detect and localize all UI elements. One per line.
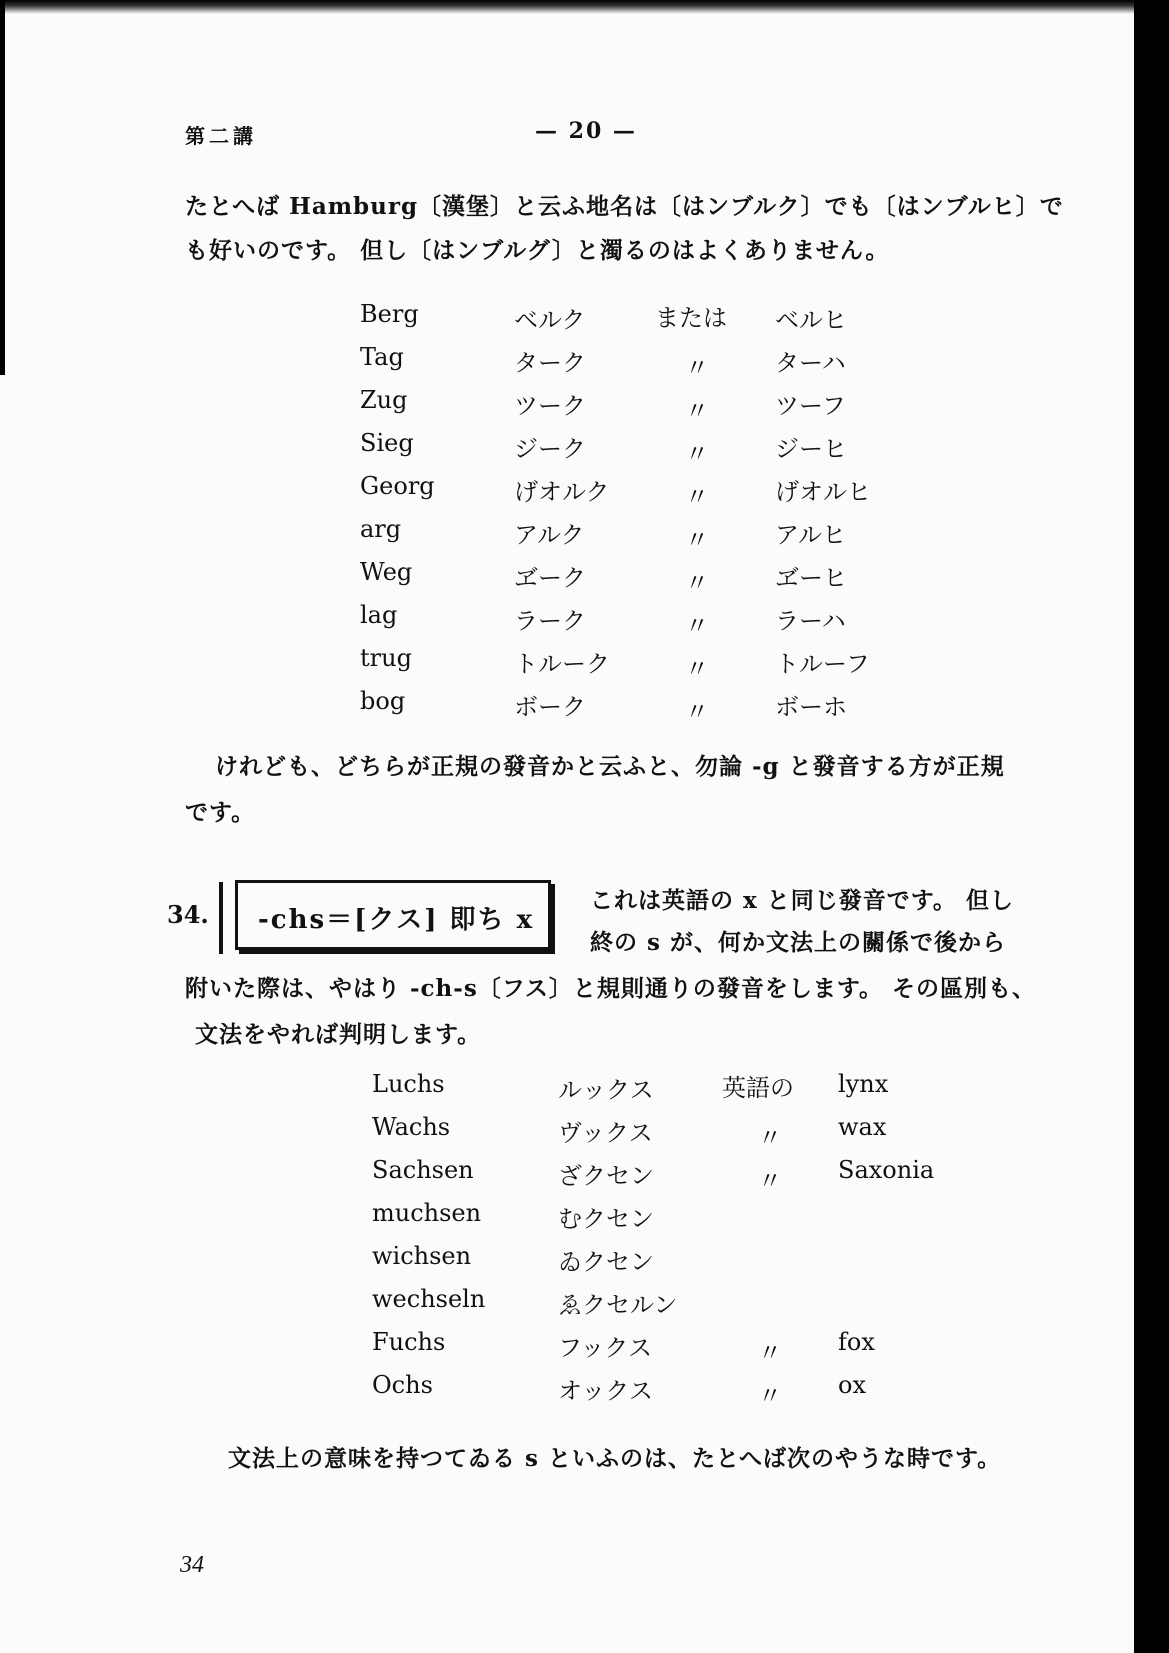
kana-reading: ゐクセン <box>558 1248 654 1276</box>
german-word: Luchs <box>372 1070 445 1098</box>
ditto-mark: 〃 <box>685 612 709 640</box>
kana-reading: むクセン <box>558 1205 654 1233</box>
kana-reading: ベルク <box>514 306 586 334</box>
kana-reading: ラーク <box>514 607 586 635</box>
section-number: 34. <box>167 900 209 929</box>
alt-reading: ヹーヒ <box>775 564 847 592</box>
alt-reading: ターハ <box>775 349 846 377</box>
ditto-mark: 〃 <box>758 1382 782 1410</box>
english-word: ox <box>838 1371 866 1399</box>
section-bracket <box>219 882 223 954</box>
ditto-mark: 〃 <box>758 1339 782 1367</box>
ditto-mark: 〃 <box>685 483 709 511</box>
english-word: fox <box>838 1328 875 1356</box>
para2-line-1: けれども、どちらが正規の發音かと云ふと、勿論 -g と發音する方が正規 <box>215 753 1005 780</box>
scan-edge-right <box>1134 0 1169 1653</box>
german-word: bog <box>360 687 406 715</box>
german-word: Wachs <box>372 1113 451 1141</box>
alt-reading: げオルヒ <box>775 478 871 506</box>
page-number: 34 <box>180 1552 204 1578</box>
kana-reading: ターク <box>514 349 586 377</box>
kana-reading: ゑクセルン <box>558 1291 678 1319</box>
ditto-mark: 〃 <box>685 569 709 597</box>
german-word: wechseln <box>372 1285 486 1313</box>
german-word: arg <box>360 515 402 543</box>
rule-box <box>235 880 551 950</box>
ditto-mark: 〃 <box>685 397 709 425</box>
kana-reading: ジーク <box>514 435 586 463</box>
kana-reading: ヹーク <box>514 564 586 592</box>
alt-reading: ベルヒ <box>775 306 847 334</box>
german-word: Zug <box>360 386 408 414</box>
alt-reading: ボーホ <box>775 693 847 721</box>
german-word: muchsen <box>372 1199 482 1227</box>
section34-line-3: 附いた際は、やはり -ch-s〔フス〕と規則通りの發音をします。 その區別も、 <box>185 975 1037 1002</box>
ditto-mark: 〃 <box>758 1167 782 1195</box>
kana-reading: アルク <box>514 521 585 549</box>
english-word: Saxonia <box>838 1156 935 1184</box>
section34-line-2: 終の s が、何か文法上の關係で後から <box>590 929 1006 956</box>
kana-reading: ヴックス <box>558 1119 653 1147</box>
intro-line-1: たとへば Hamburg〔漢堡〕と云ふ地名は〔はンブルク〕でも〔はンブルヒ〕で <box>185 193 1064 220</box>
kana-reading: げオルク <box>514 478 610 506</box>
alt-reading: ツーフ <box>775 392 846 420</box>
page-marker: — 20 — <box>535 118 637 144</box>
section34-line-4: 文法をやれば判明します。 <box>195 1021 482 1048</box>
connector: 英語の <box>722 1074 794 1102</box>
kana-reading: トルーク <box>514 650 610 678</box>
german-word: trug <box>360 644 412 672</box>
alt-reading: アルヒ <box>775 521 847 549</box>
kana-reading: オックス <box>558 1377 654 1405</box>
alt-reading: ラーハ <box>775 607 846 635</box>
german-word: wichsen <box>372 1242 472 1270</box>
german-word: lag <box>360 601 398 629</box>
ditto-mark: 〃 <box>685 655 709 683</box>
section-header: 第二講 <box>185 124 257 148</box>
ditto-mark: 〃 <box>685 440 709 468</box>
alt-reading: トルーフ <box>775 650 870 678</box>
kana-reading: ざクセン <box>558 1162 654 1190</box>
english-word: lynx <box>838 1070 889 1098</box>
kana-reading: ボーク <box>514 693 586 721</box>
german-word: Ochs <box>372 1371 433 1399</box>
german-word: Tag <box>360 343 404 371</box>
alt-reading: ジーヒ <box>775 435 847 463</box>
para2-line-2: です。 <box>185 799 256 826</box>
rule-box-text: -chs＝[クス] 即ち x <box>258 905 535 935</box>
kana-reading: ツーク <box>514 392 586 420</box>
german-word: Georg <box>360 472 435 500</box>
ditto-mark: 〃 <box>758 1124 782 1152</box>
scan-edge-top <box>0 0 1134 14</box>
kana-reading: フックス <box>558 1334 653 1362</box>
german-word: Berg <box>360 300 419 328</box>
german-word: Sieg <box>360 429 414 457</box>
connector: または <box>655 304 727 332</box>
scan-edge-left <box>0 0 5 375</box>
german-word: Weg <box>360 558 413 586</box>
kana-reading: ルックス <box>558 1076 654 1104</box>
closing-sentence: 文法上の意味を持つてゐる s といふのは、たとへば次のやうな時です。 <box>228 1445 1002 1472</box>
english-word: wax <box>838 1113 887 1141</box>
german-word: Sachsen <box>372 1156 474 1184</box>
section34-line-1: これは英語の x と同じ發音です。 但し <box>590 887 1014 914</box>
ditto-mark: 〃 <box>685 526 709 554</box>
ditto-mark: 〃 <box>685 354 709 382</box>
ditto-mark: 〃 <box>685 698 709 726</box>
german-word: Fuchs <box>372 1328 446 1356</box>
intro-line-2: も好いのです。 但し〔はンブルグ〕と濁るのはよくありません。 <box>185 237 890 264</box>
